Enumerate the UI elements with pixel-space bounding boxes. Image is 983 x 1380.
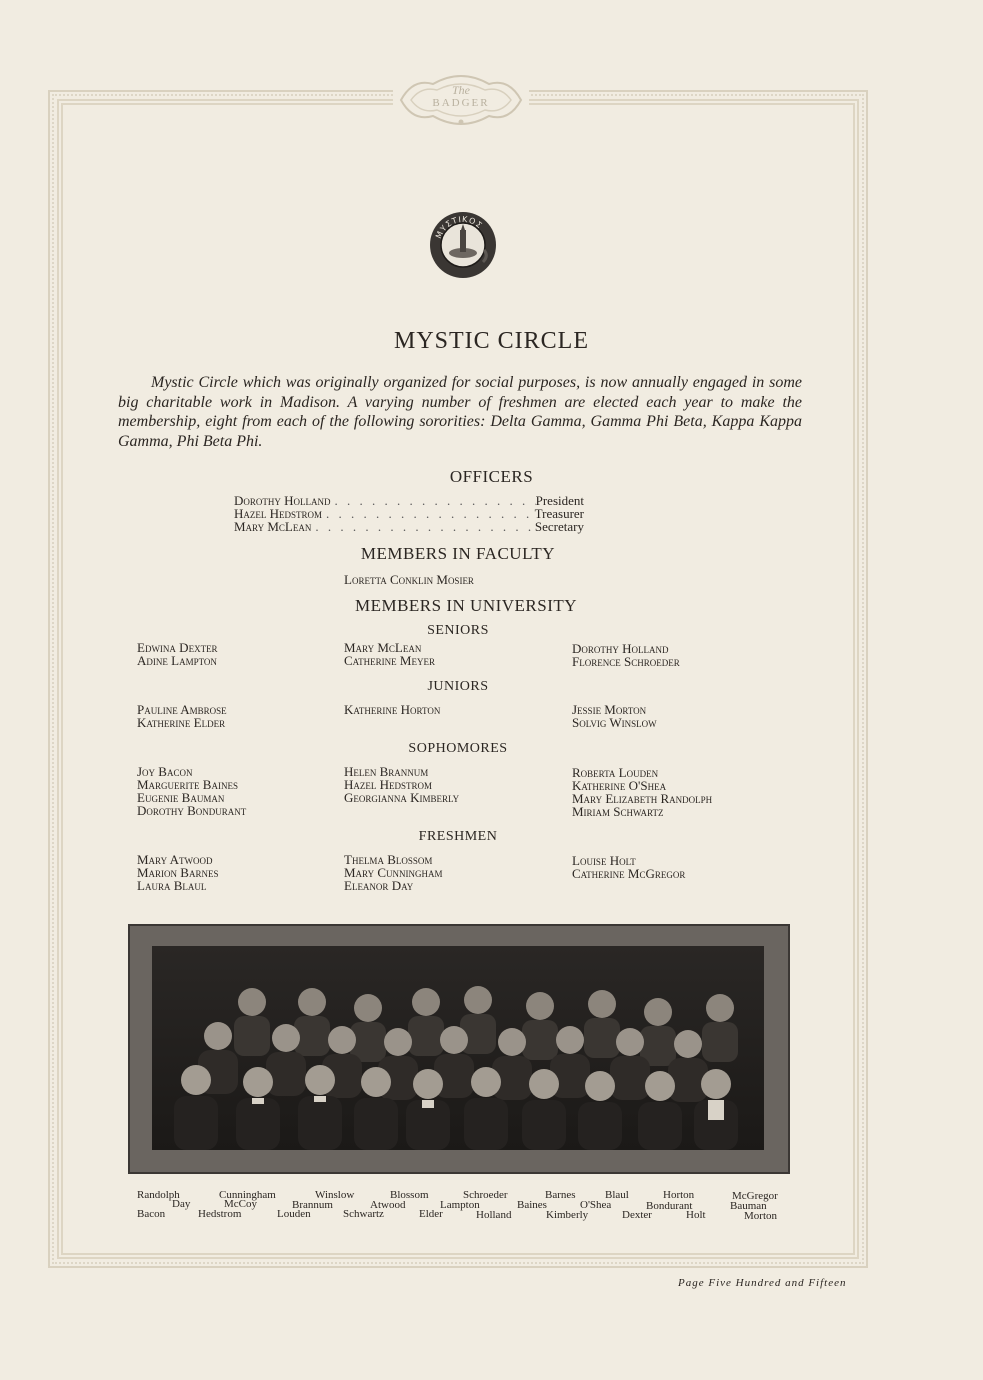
member-name: Mary McLean	[344, 640, 422, 655]
sophomores-col-1	[137, 765, 246, 817]
leader-dots	[311, 520, 535, 533]
member-name: Jessie Morton	[572, 702, 647, 717]
freshmen-col-2	[344, 853, 442, 892]
caption-name: Lampton	[440, 1199, 480, 1211]
caption-name: McCoy	[224, 1198, 257, 1210]
member-name: Edwina Dexter	[137, 640, 218, 655]
member-name: Louise Holt	[572, 853, 636, 868]
juniors-col-1	[137, 703, 227, 729]
member-name: Dorothy Holland	[572, 641, 669, 656]
member-name: Dorothy Bondurant	[137, 803, 247, 818]
member-name: Roberta Louden	[572, 765, 659, 780]
faculty-member: Loretta Conklin Mosier	[344, 572, 474, 587]
member-name: Adine Lampton	[137, 653, 217, 668]
member-name: Laura Blaul	[137, 878, 207, 893]
member-name: Katherine O'Shea	[572, 778, 667, 793]
caption-name: Hedstrom	[198, 1208, 242, 1220]
badger-logo-badger: BADGER	[432, 97, 490, 109]
caption-name: Atwood	[370, 1199, 406, 1211]
caption-name: McGregor	[732, 1190, 778, 1202]
member-name: Hazel Hedstrom	[344, 777, 433, 792]
caption-name: Louden	[277, 1208, 311, 1220]
sophomores-col-2	[344, 765, 459, 804]
caption-name: O'Shea	[580, 1199, 612, 1211]
freshmen-col-1	[137, 853, 218, 892]
page-number: Page Five Hundred and Fifteen	[678, 1277, 847, 1289]
member-name: Marion Barnes	[137, 865, 219, 880]
mystic-circle-pin-icon	[428, 210, 498, 280]
member-name: Miriam Schwartz	[572, 804, 664, 819]
juniors-heading: JUNIORS	[427, 679, 489, 694]
member-name: Katherine Elder	[137, 715, 226, 730]
freshmen-col-3	[572, 854, 685, 880]
caption-name: Horton	[663, 1189, 695, 1201]
badger-logo-the: The	[452, 83, 470, 97]
member-name: Helen Brannum	[344, 764, 429, 779]
caption-name: Brannum	[292, 1199, 333, 1211]
caption-name: Winslow	[315, 1189, 355, 1201]
page-title: MYSTIC CIRCLE	[393, 328, 589, 354]
caption-name: Bacon	[137, 1208, 166, 1220]
caption-name: Baines	[517, 1199, 547, 1211]
member-name: Katherine Horton	[344, 702, 441, 717]
officers-heading: OFFICERS	[449, 467, 534, 486]
caption-name: Elder	[419, 1208, 443, 1220]
caption-name: Cunningham	[219, 1189, 276, 1201]
caption-name: Schwartz	[343, 1208, 384, 1220]
officer-name: Hazel Hedstrom	[234, 506, 323, 521]
leader-dots	[322, 507, 535, 520]
member-name: Eleanor Day	[344, 878, 414, 893]
officer-name: Mary McLean	[234, 519, 312, 534]
member-name: Solvig Winslow	[572, 715, 657, 730]
member-name: Mary Elizabeth Randolph	[572, 791, 713, 806]
caption-name: Barnes	[545, 1189, 576, 1201]
caption-name: Blaul	[605, 1189, 629, 1201]
faculty-heading: MEMBERS IN FACULTY	[360, 544, 556, 563]
caption-name: Holt	[686, 1209, 706, 1221]
sophomores-heading: SOPHOMORES	[408, 741, 508, 756]
seniors-col-1	[137, 641, 218, 667]
caption-name: Day	[172, 1198, 191, 1210]
caption-name: Bondurant	[646, 1200, 693, 1212]
group-photograph	[152, 946, 764, 1150]
seniors-heading: SENIORS	[427, 623, 489, 638]
caption-name: Randolph	[137, 1189, 180, 1201]
seniors-col-3	[572, 642, 680, 668]
officer-name: Dorothy Holland	[234, 493, 331, 508]
pin-inscription: ΜΥΣΤΙΚΟΣ	[434, 214, 485, 240]
officer-role: Secretary	[534, 519, 584, 534]
sophomores-col-3	[572, 766, 712, 818]
member-name: Joy Bacon	[137, 764, 193, 779]
badger-logo	[424, 84, 498, 110]
caption-name: Kimberly	[546, 1209, 589, 1221]
member-name: Mary Cunningham	[344, 865, 443, 880]
member-name: Eugenie Bauman	[137, 790, 225, 805]
caption-name: Schroeder	[463, 1189, 508, 1201]
caption-name: Blossom	[390, 1189, 429, 1201]
caption-name: Holland	[476, 1209, 512, 1221]
member-name: Florence Schroeder	[572, 654, 680, 669]
officer-role: President	[535, 493, 584, 508]
leader-dots	[331, 494, 536, 507]
member-name: Catherine McGregor	[572, 866, 686, 881]
seniors-col-2	[344, 641, 435, 667]
caption-name: Morton	[744, 1210, 777, 1222]
caption-name: Dexter	[622, 1209, 652, 1221]
officer-row	[234, 520, 584, 533]
officers-list	[234, 494, 584, 533]
intro-paragraph: Mystic Circle which was originally organized for social purposes, is now annually engaged in some big charitable work in Madison. A varying number of freshmen are elected each year to make the membership, eight from each of the following sororities: Delta Gamma, Gamma Phi Beta, Kappa Kappa Gamma, Phi Beta Phi.	[118, 374, 802, 450]
caption-name: Bauman	[730, 1200, 767, 1212]
member-name: Pauline Ambrose	[137, 702, 227, 717]
member-name: Mary Atwood	[137, 852, 213, 867]
member-name: Thelma Blossom	[344, 852, 433, 867]
juniors-col-3	[572, 703, 657, 729]
freshmen-heading: FRESHMEN	[418, 829, 498, 844]
member-name: Catherine Meyer	[344, 653, 435, 668]
member-name: Marguerite Baines	[137, 777, 238, 792]
university-heading: MEMBERS IN UNIVERSITY	[354, 596, 578, 615]
juniors-col-2	[344, 703, 440, 716]
officer-role: Treasurer	[534, 506, 584, 521]
member-name: Georgianna Kimberly	[344, 790, 460, 805]
